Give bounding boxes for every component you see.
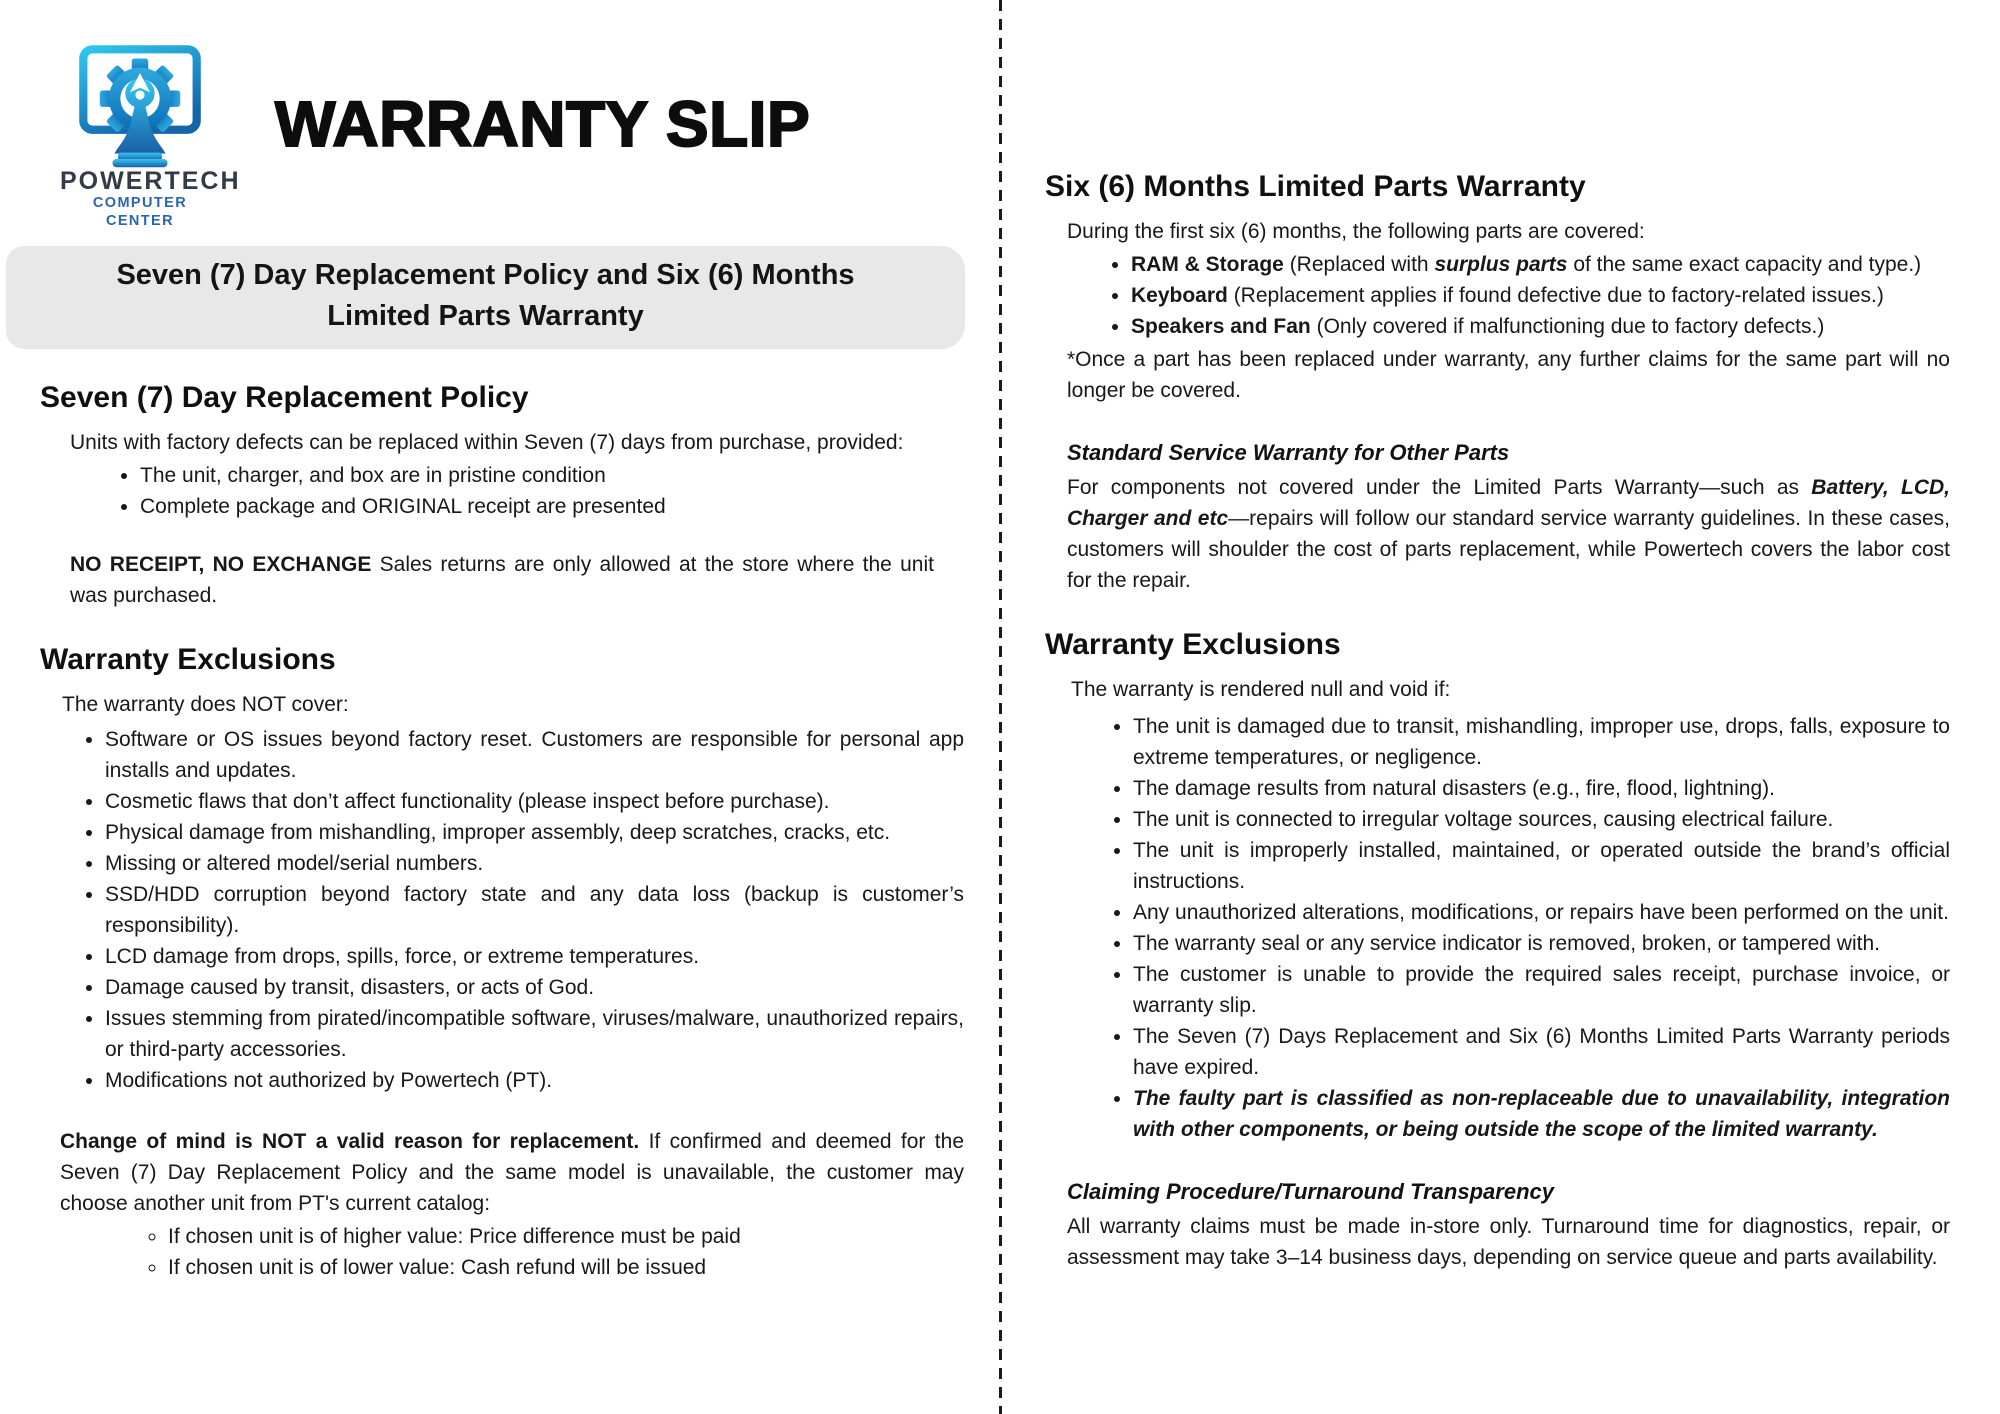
exclusions-intro-right: The warranty is rendered null and void if: [1071,678,1451,701]
list-item: • Keyboard (Replacement applies if found defective due to factory-related issues.) [1131,280,1950,311]
exclusions-list-left [40,724,964,1096]
replacement-conditions-list [40,460,964,522]
standard-service-heading: Standard Service Warranty for Other Parts [1067,440,1510,465]
replaced-part-note: *Once a part has been replaced under warranty, any further claims for the same part will no longer be covered. [1067,348,1950,402]
claiming-procedure-body: All warranty claims must be made in-store only. Turnaround time for diagnostics, repair, or assessment may take 3–14 business days, depending on service queue and parts availability. [1067,1215,1950,1269]
list-item: • The Seven (7) Days Replacement and Six (6) Months Limited Parts Warranty periods have expired. [1133,1021,1950,1083]
section-heading-warranty-exclusions-right: Warranty Exclusions [1045,628,1341,661]
list-item: • The warranty seal or any service indicator is removed, broken, or tampered with. [1133,928,1950,959]
list-item: • The damage results from natural disasters (e.g., fire, flood, lightning). [1133,773,1950,804]
list-item: • Any unauthorized alterations, modifications, or repairs have been performed on the unit. [1133,897,1950,928]
exclusions-list-right [1045,711,1950,1145]
change-of-mind-note: Change of mind is NOT a valid reason for replacement. If confirmed and deemed for the Seven (7) Day Replacement Policy and the same model is unavailable, the customer may choose another unit from PT's current catalog: [60,1130,964,1215]
list-item: • RAM & Storage (Replaced with surplus parts of the same exact capacity and type.) [1131,249,1950,280]
covered-parts-intro: During the first six (6) months, the following parts are covered: [1067,220,1645,243]
right-column [1002,0,2000,1414]
policy-banner-title [16,255,955,337]
text-line: Seven (7) Day Replacement Policy and Six (6) Months [116,259,855,291]
monitor-gear-wrench-icon [69,42,211,170]
policy-banner [6,246,965,349]
list-item: • Modifications not authorized by Powertech (PT). [105,1065,964,1096]
list-item: • The faulty part is classified as non-replaceable due to unavailability, integration with other components, or being outside the scope of the limited warranty. [1133,1083,1950,1145]
list-item: • Physical damage from mishandling, improper assembly, deep scratches, cracks, etc. [105,817,964,848]
claiming-procedure-heading: Claiming Procedure/Turnaround Transparency [1067,1179,1554,1204]
list-item: • The unit is improperly installed, maintained, or operated outside the brand’s official instructions. [1133,835,1950,897]
list-item: ◦ If chosen unit is of higher value: Price difference must be paid [168,1221,964,1252]
left-column [0,0,999,1414]
list-item: • LCD damage from drops, spills, force, or extreme temperatures. [105,941,964,972]
list-item: • Cosmetic flaws that don’t affect functionality (please inspect before purchase). [105,786,964,817]
catalog-options-list [40,1221,964,1283]
page-title: WARRANTY SLIP [275,88,811,160]
list-item: • SSD/HDD corruption beyond factory state and any data loss (backup is customer’s responsibility). [105,879,964,941]
document-header [40,0,964,230]
list-item: • Speakers and Fan (Only covered if malfunctioning due to factory defects.) [1131,311,1950,342]
list-item: • The unit is connected to irregular voltage sources, causing electrical failure. [1133,804,1950,835]
list-item: • Complete package and ORIGINAL receipt are presented [140,491,964,522]
no-receipt-note: NO RECEIPT, NO EXCHANGE Sales returns are only allowed at the store where the unit was purchased. [70,553,934,607]
replacement-intro: Units with factory defects can be replaced within Seven (7) days from purchase, provided: [70,431,904,454]
standard-service-body: For components not covered under the Limited Parts Warranty—such as Battery, LCD, Charger and etc—repairs will follow our standard service warranty guidelines. In these cases, customers will shoulder the cost of parts replacement, while Powertech covers the labor cost for the repair. [1067,476,1951,592]
list-item: • The customer is unable to provide the required sales receipt, purchase invoice, or warranty slip. [1133,959,1950,1021]
text-line: Limited Parts Warranty [327,300,644,332]
brand-name: POWERTECH [60,167,241,195]
covered-parts-list [1045,249,1950,342]
brand-tagline: COMPUTER CENTER [92,195,188,229]
powertech-logo [60,42,241,230]
list-item: ◦ If chosen unit is of lower value: Cash refund will be issued [168,1252,964,1283]
list-item: • Software or OS issues beyond factory reset. Customers are responsible for personal app installs and updates. [105,724,964,786]
exclusions-intro-left: The warranty does NOT cover: [62,693,349,716]
list-item: • The unit is damaged due to transit, mishandling, improper use, drops, falls, exposure to extreme temperatures, or negligence. [1133,711,1950,773]
section-heading-replacement-policy: Seven (7) Day Replacement Policy [40,381,529,414]
list-item: • Damage caused by transit, disasters, or acts of God. [105,972,964,1003]
section-heading-limited-parts-warranty: Six (6) Months Limited Parts Warranty [1045,170,1586,203]
list-item: • The unit, charger, and box are in pristine condition [140,460,964,491]
list-item: • Missing or altered model/serial numbers. [105,848,964,879]
section-heading-warranty-exclusions-left: Warranty Exclusions [40,643,336,676]
list-item: • Issues stemming from pirated/incompatible software, viruses/malware, unauthorized repairs, or third-party accessories. [105,1003,964,1065]
